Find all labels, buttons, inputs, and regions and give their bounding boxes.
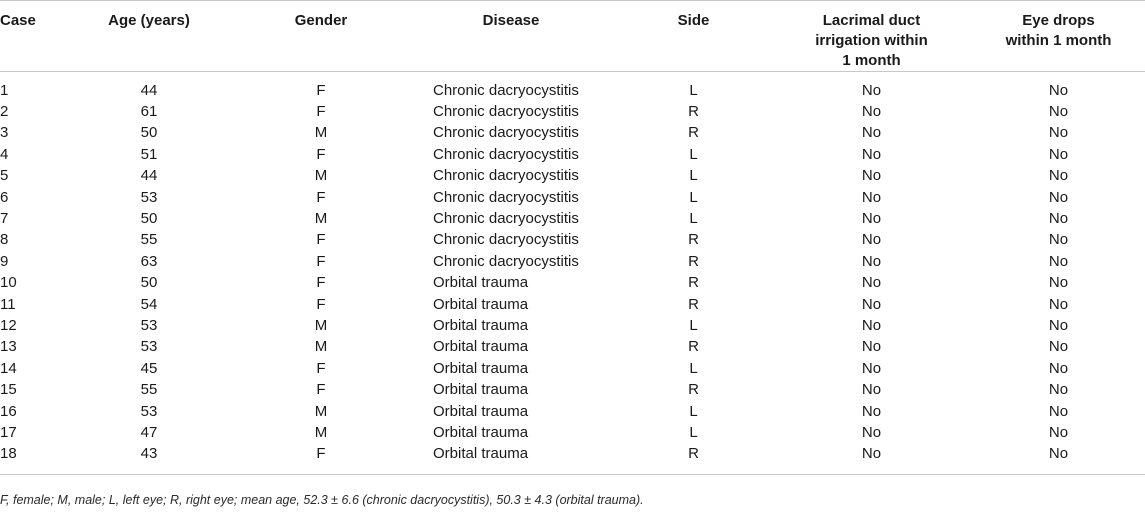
cell-eye-drops: No [1048, 167, 1069, 185]
cell-side: L [689, 167, 698, 185]
cell-age: 44 [140, 81, 158, 99]
cell-eye-drops: No [1048, 124, 1069, 142]
cell-side: R [688, 103, 699, 121]
cell-eye-drops: No [1048, 210, 1069, 228]
cell-irrigation: No [861, 402, 882, 420]
cell-disease: Orbital trauma [433, 423, 529, 441]
header-drops-line1: Eye drops [1022, 12, 1095, 29]
cell-age: 53 [140, 316, 158, 334]
cell-eye-drops: No [1048, 81, 1069, 99]
cell-irrigation: No [861, 445, 882, 463]
cell-gender: M [314, 124, 328, 142]
cell-eye-drops: No [1048, 252, 1069, 270]
table-row [0, 230, 1145, 251]
cell-age: 53 [140, 188, 158, 206]
header-row [0, 1, 1145, 72]
cell-age: 63 [140, 252, 158, 270]
cell-irrigation: No [861, 295, 882, 313]
cell-eye-drops: No [1048, 338, 1069, 356]
table-row [0, 166, 1145, 187]
cell-irrigation: No [861, 231, 882, 249]
cell-gender: M [314, 167, 328, 185]
cell-case: 10 [0, 274, 17, 292]
cell-gender: M [314, 423, 328, 441]
header-case: Case [0, 12, 36, 29]
cell-age: 54 [140, 295, 158, 313]
cell-irrigation: No [861, 338, 882, 356]
header-irrigation-line2: irrigation within [815, 32, 928, 49]
cell-side: L [689, 423, 698, 441]
cell-disease: Chronic dacryocystitis [433, 81, 579, 99]
cell-irrigation: No [861, 274, 882, 292]
table-row [0, 72, 1145, 102]
cell-age: 55 [140, 381, 158, 399]
table-body [0, 72, 1145, 475]
cell-case: 11 [0, 295, 16, 313]
cell-side: R [688, 252, 699, 270]
table-row [0, 123, 1145, 144]
table-row [0, 187, 1145, 208]
cell-case: 8 [0, 231, 9, 249]
cell-side: R [688, 231, 699, 249]
cell-disease: Chronic dacryocystitis [433, 124, 579, 142]
cell-irrigation: No [861, 145, 882, 163]
cell-age: 53 [140, 402, 158, 420]
cell-disease: Orbital trauma [433, 359, 529, 377]
cell-disease: Orbital trauma [433, 274, 529, 292]
cell-gender: M [314, 210, 328, 228]
cell-eye-drops: No [1048, 423, 1069, 441]
table-row [0, 422, 1145, 443]
cell-age: 43 [140, 445, 158, 463]
cell-side: L [689, 210, 698, 228]
cell-gender: F [316, 274, 326, 292]
cell-age: 50 [140, 210, 158, 228]
header-irrigation-line3: 1 month [842, 52, 901, 69]
cell-age: 55 [140, 231, 158, 249]
cell-disease: Chronic dacryocystitis [433, 188, 579, 206]
cell-irrigation: No [861, 252, 882, 270]
cell-side: L [689, 359, 698, 377]
table-row [0, 294, 1145, 315]
cell-irrigation: No [861, 316, 882, 334]
cell-eye-drops: No [1048, 381, 1069, 399]
table-row [0, 273, 1145, 294]
cell-age: 50 [140, 124, 158, 142]
header-irrigation [771, 1, 972, 72]
cell-disease: Chronic dacryocystitis [433, 210, 579, 228]
cell-disease: Chronic dacryocystitis [433, 145, 579, 163]
cell-gender: F [316, 359, 326, 377]
header-age: Age (years) [108, 12, 190, 29]
cell-irrigation: No [861, 167, 882, 185]
cell-gender: M [314, 316, 328, 334]
cell-irrigation: No [861, 359, 882, 377]
cell-side: R [688, 295, 699, 313]
cell-side: L [689, 188, 698, 206]
table-row [0, 358, 1145, 379]
cell-case: 17 [0, 423, 17, 441]
cell-gender: M [314, 402, 328, 420]
cell-case: 7 [0, 210, 9, 228]
cell-eye-drops: No [1048, 188, 1069, 206]
header-irrigation-line1: Lacrimal duct [822, 12, 921, 29]
table-row [0, 444, 1145, 475]
cell-side: R [688, 445, 699, 463]
table-row [0, 101, 1145, 122]
cell-side: R [688, 274, 699, 292]
cell-disease: Chronic dacryocystitis [433, 167, 579, 185]
cell-case: 12 [0, 316, 17, 334]
cell-case: 6 [0, 188, 9, 206]
cell-gender: F [316, 231, 326, 249]
cell-case: 2 [0, 103, 9, 121]
cell-gender: F [316, 252, 326, 270]
cell-case: 14 [0, 359, 17, 377]
cell-case: 15 [0, 381, 17, 399]
cell-age: 45 [140, 359, 158, 377]
cell-side: R [688, 338, 699, 356]
cell-case: 18 [0, 445, 17, 463]
cell-eye-drops: No [1048, 295, 1069, 313]
cell-age: 44 [140, 167, 158, 185]
cell-gender: F [316, 103, 326, 121]
header-side: Side [677, 12, 710, 29]
table-row [0, 337, 1145, 358]
cell-side: R [688, 124, 699, 142]
cell-irrigation: No [861, 423, 882, 441]
table-row [0, 379, 1145, 400]
cell-disease: Chronic dacryocystitis [433, 252, 579, 270]
cell-gender: F [316, 145, 326, 163]
cell-irrigation: No [861, 188, 882, 206]
table-row [0, 144, 1145, 165]
cell-disease: Orbital trauma [433, 445, 529, 463]
cell-disease: Orbital trauma [433, 316, 529, 334]
cell-disease: Orbital trauma [433, 338, 529, 356]
cell-gender: M [314, 338, 328, 356]
cell-disease: Chronic dacryocystitis [433, 103, 579, 121]
cell-gender: F [316, 295, 326, 313]
table-row [0, 315, 1145, 336]
cell-eye-drops: No [1048, 316, 1069, 334]
cell-disease: Orbital trauma [433, 381, 529, 399]
cell-irrigation: No [861, 124, 882, 142]
cell-eye-drops: No [1048, 145, 1069, 163]
cell-gender: F [316, 81, 326, 99]
cell-side: R [688, 381, 699, 399]
cell-irrigation: No [861, 381, 882, 399]
cell-eye-drops: No [1048, 274, 1069, 292]
cell-case: 5 [0, 167, 9, 185]
header-gender: Gender [294, 12, 348, 29]
cell-side: L [689, 316, 698, 334]
cell-case: 13 [0, 338, 17, 356]
cell-disease: Orbital trauma [433, 402, 529, 420]
cell-gender: F [316, 188, 326, 206]
cell-case: 4 [0, 145, 9, 163]
cell-eye-drops: No [1048, 231, 1069, 249]
header-drops-line2: within 1 month [1005, 32, 1112, 49]
cell-age: 50 [140, 274, 158, 292]
cell-eye-drops: No [1048, 445, 1069, 463]
cell-eye-drops: No [1048, 103, 1069, 121]
cell-eye-drops: No [1048, 402, 1069, 420]
cell-irrigation: No [861, 81, 882, 99]
cell-case: 16 [0, 402, 17, 420]
cell-side: L [689, 81, 698, 99]
cell-irrigation: No [861, 210, 882, 228]
cell-case: 9 [0, 252, 9, 270]
cell-age: 51 [140, 145, 158, 163]
cell-case: 1 [0, 81, 9, 99]
table-row [0, 401, 1145, 422]
cell-eye-drops: No [1048, 359, 1069, 377]
cell-gender: F [316, 381, 326, 399]
header-disease: Disease [482, 12, 540, 29]
cell-gender: F [316, 445, 326, 463]
cell-age: 61 [140, 103, 158, 121]
cell-age: 47 [140, 423, 158, 441]
cell-case: 3 [0, 124, 9, 142]
cell-disease: Orbital trauma [433, 295, 529, 313]
table-row [0, 251, 1145, 272]
cell-irrigation: No [861, 103, 882, 121]
table-row [0, 208, 1145, 229]
cell-side: L [689, 402, 698, 420]
cell-disease: Chronic dacryocystitis [433, 231, 579, 249]
header-eye-drops [972, 1, 1145, 72]
cell-age: 53 [140, 338, 158, 356]
table-footnote: F, female; M, male; L, left eye; R, right eye; mean age, 52.3 ± 6.6 (chronic dacryocystitis), 50.3 ± 4.3 (orbital trauma). [0, 493, 644, 507]
cell-side: L [689, 145, 698, 163]
table-header [0, 1, 1145, 72]
